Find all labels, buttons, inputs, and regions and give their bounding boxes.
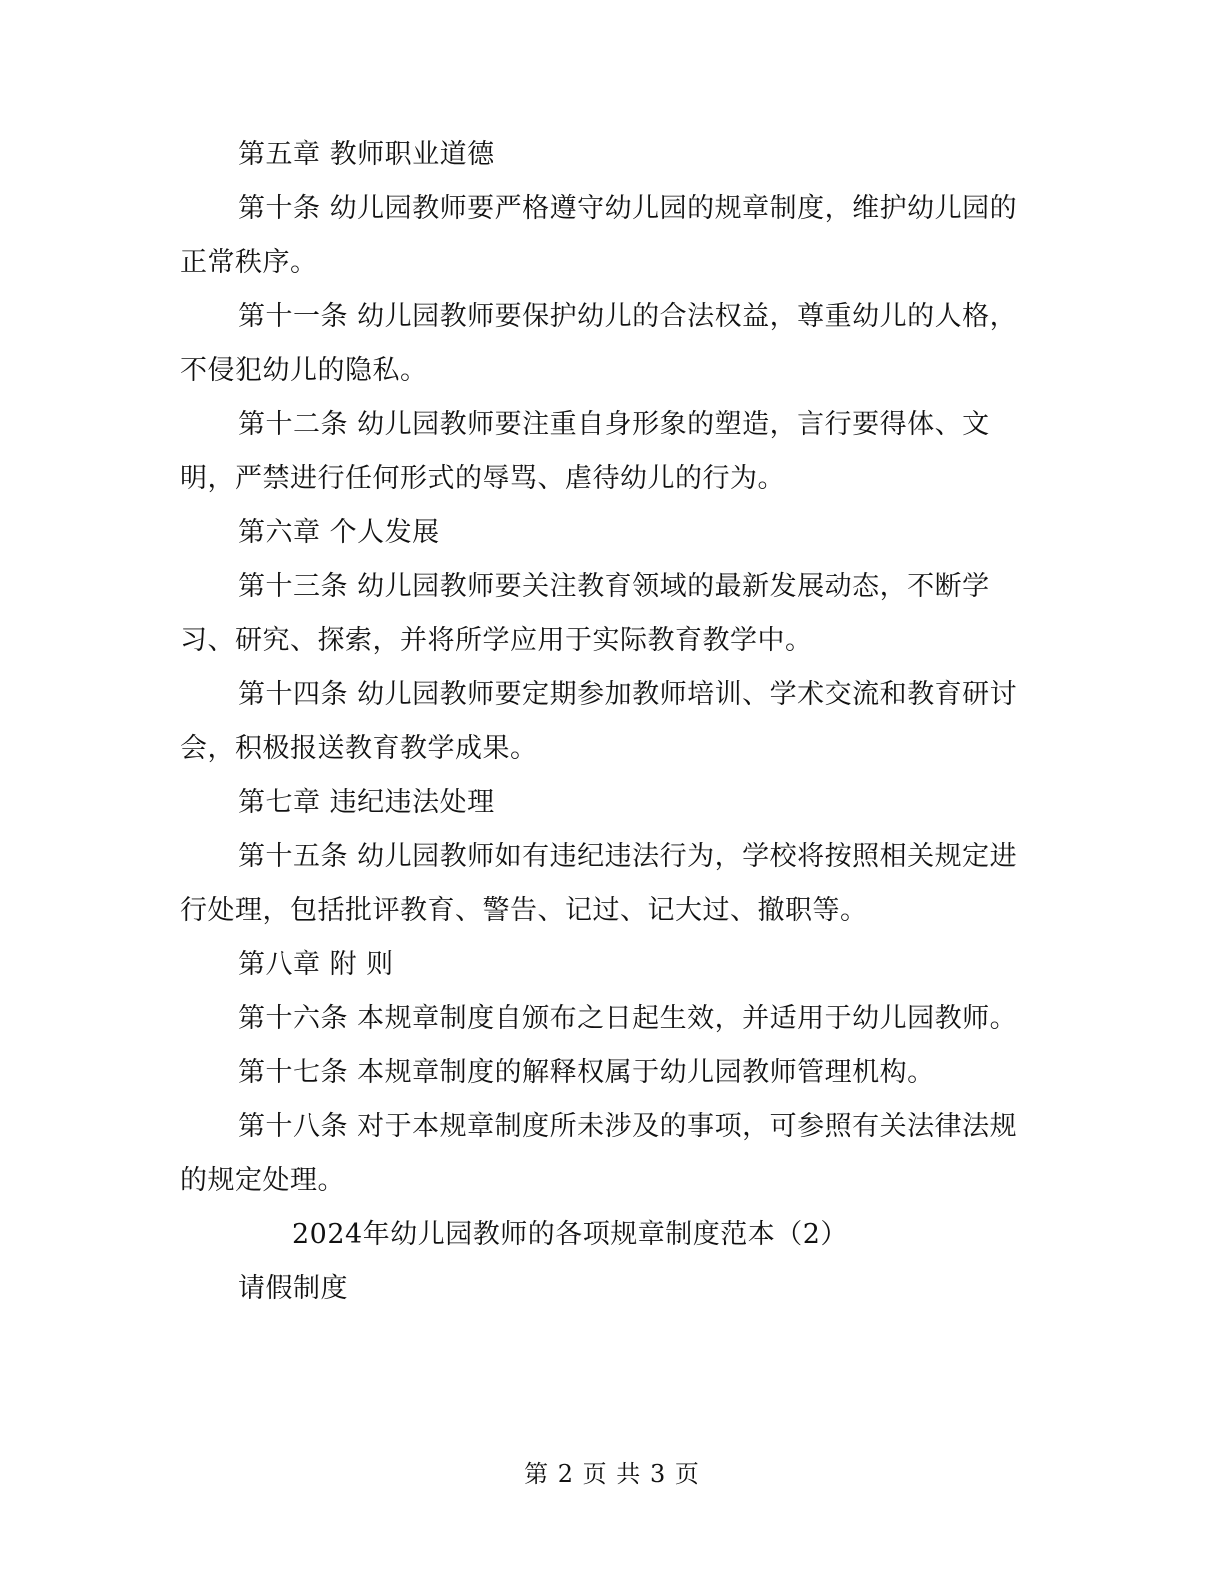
chapter-7-heading: 第七章 违纪违法处理 (238, 787, 495, 818)
article-10: 第十条 幼儿园教师要严格遵守幼儿园的规章制度，维护幼儿园的正常秩序。 (180, 193, 1018, 278)
page-footer: 第 2 页 共 3 页 (524, 1460, 700, 1488)
section-subtitle: 2024年幼儿园教师的各项规章制度范本（2） (292, 1219, 848, 1250)
chapter-5-heading: 第五章 教师职业道德 (238, 139, 495, 170)
chapter-8-heading: 第八章 附 则 (238, 949, 394, 980)
article-18: 第十八条 对于本规章制度所未涉及的事项，可参照有关法律法规的规定处理。 (180, 1111, 1018, 1196)
article-12: 第十二条 幼儿园教师要注重自身形象的塑造，言行要得体、文明，严禁进行任何形式的辱骂、虐待幼儿的行为。 (180, 409, 990, 494)
article-11: 第十一条 幼儿园教师要保护幼儿的合法权益，尊重幼儿的人格，不侵犯幼儿的隐私。 (180, 301, 1018, 386)
article-14: 第十四条 幼儿园教师要定期参加教师培训、学术交流和教育研讨会，积极报送教育教学成果。 (180, 679, 1018, 764)
leave-policy-heading: 请假制度 (238, 1273, 348, 1304)
article-16: 第十六条 本规章制度自颁布之日起生效，并适用于幼儿园教师。 (238, 1003, 1018, 1034)
article-15: 第十五条 幼儿园教师如有违纪违法行为，学校将按照相关规定进行处理，包括批评教育、警告、记过、记大过、撤职等。 (180, 841, 1018, 926)
chapter-6-heading: 第六章 个人发展 (238, 517, 440, 548)
article-13: 第十三条 幼儿园教师要关注教育领域的最新发展动态，不断学习、研究、探索，并将所学应用于实际教育教学中。 (180, 571, 990, 656)
document-body (180, 128, 1030, 1316)
article-17: 第十七条 本规章制度的解释权属于幼儿园教师管理机构。 (238, 1057, 935, 1088)
